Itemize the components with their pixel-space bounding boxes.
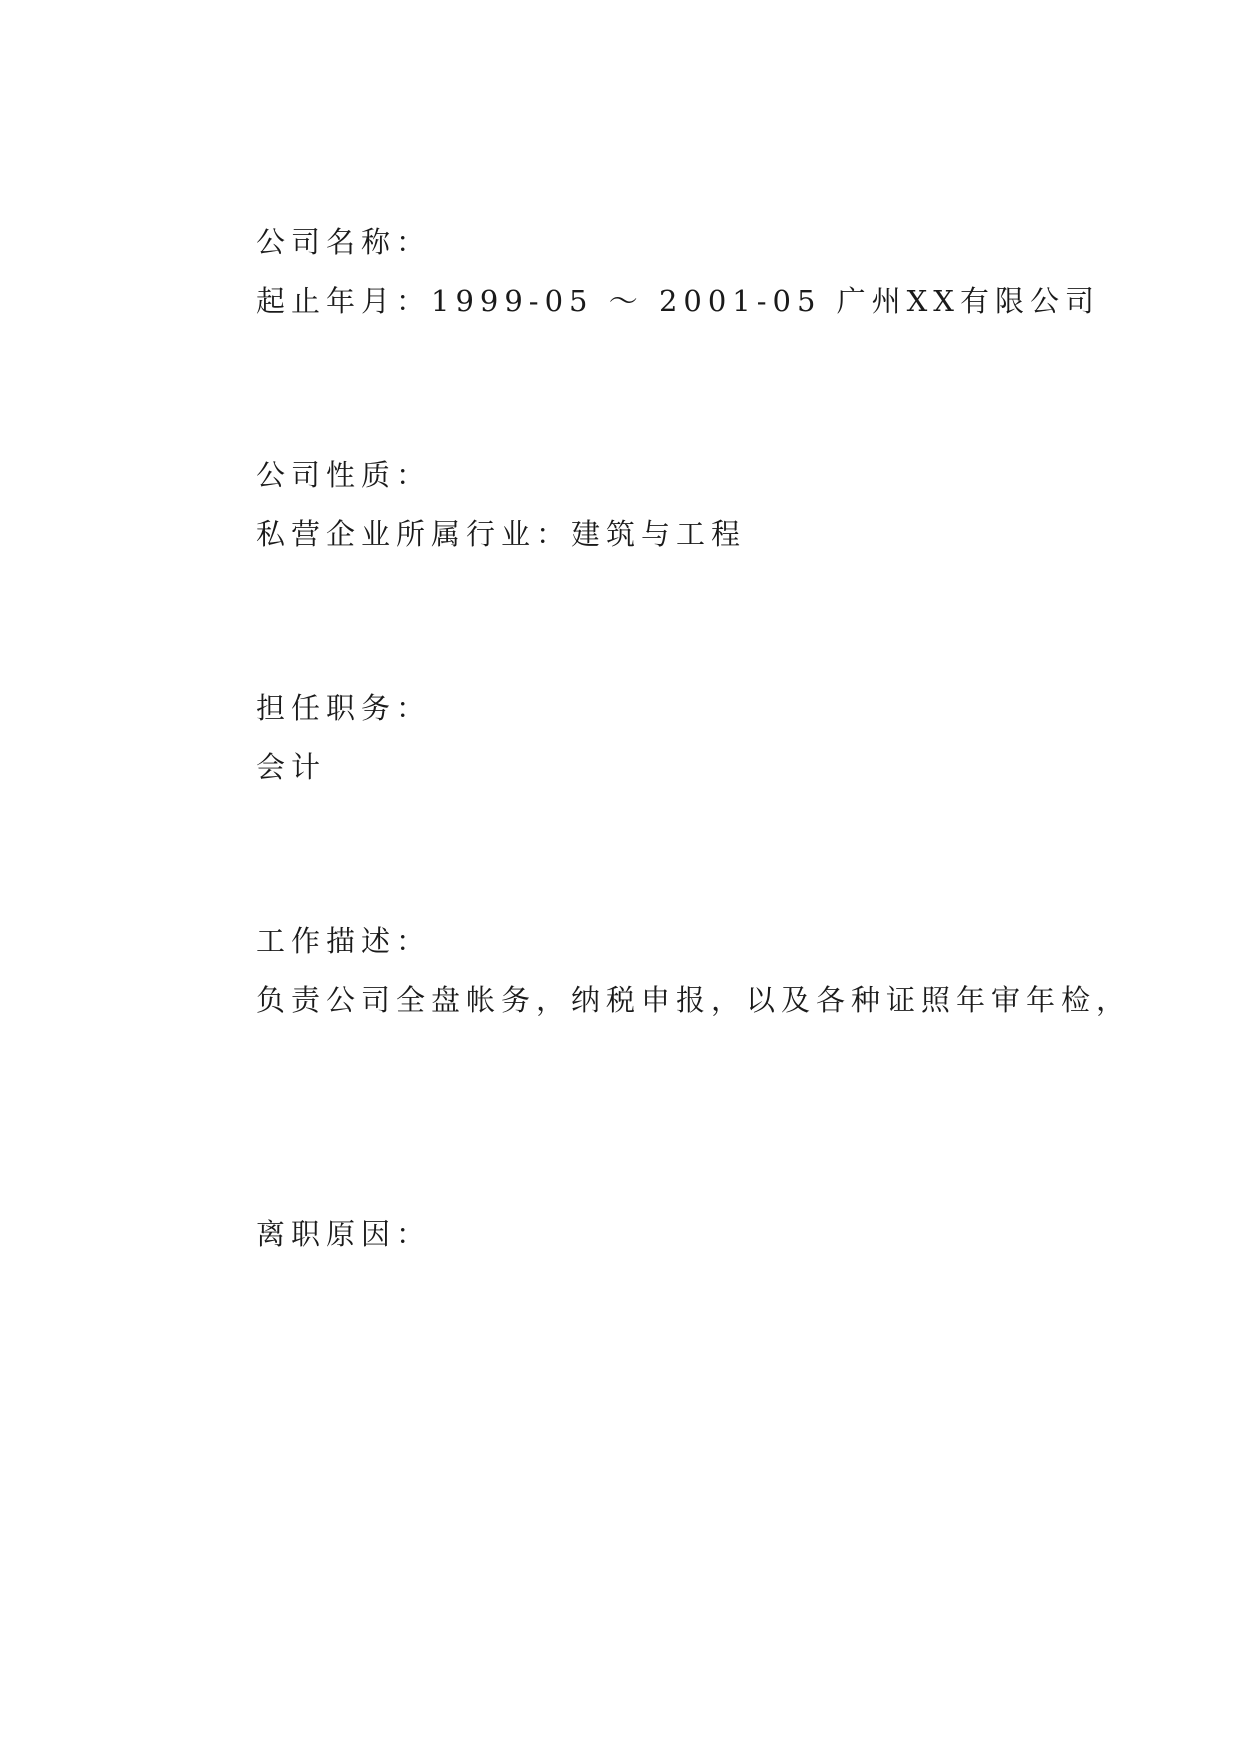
position-label: 担任职务：	[256, 691, 432, 725]
company-name-label: 公司名称：	[256, 225, 432, 259]
company-type-and-industry: 私营企业所属行业：建筑与工程	[256, 517, 747, 551]
company-type-label: 公司性质：	[256, 458, 432, 492]
position-value: 会计	[256, 750, 327, 784]
job-description-value: 负责公司全盘帐务，纳税申报，以及各种证照年审年检，	[256, 983, 1132, 1017]
employment-dates-and-company: 起止年月：1999-05 ～ 2001-05 广州XX有限公司	[256, 284, 1100, 318]
job-description-label: 工作描述：	[256, 924, 432, 958]
leave-reason-label: 离职原因：	[256, 1217, 432, 1251]
